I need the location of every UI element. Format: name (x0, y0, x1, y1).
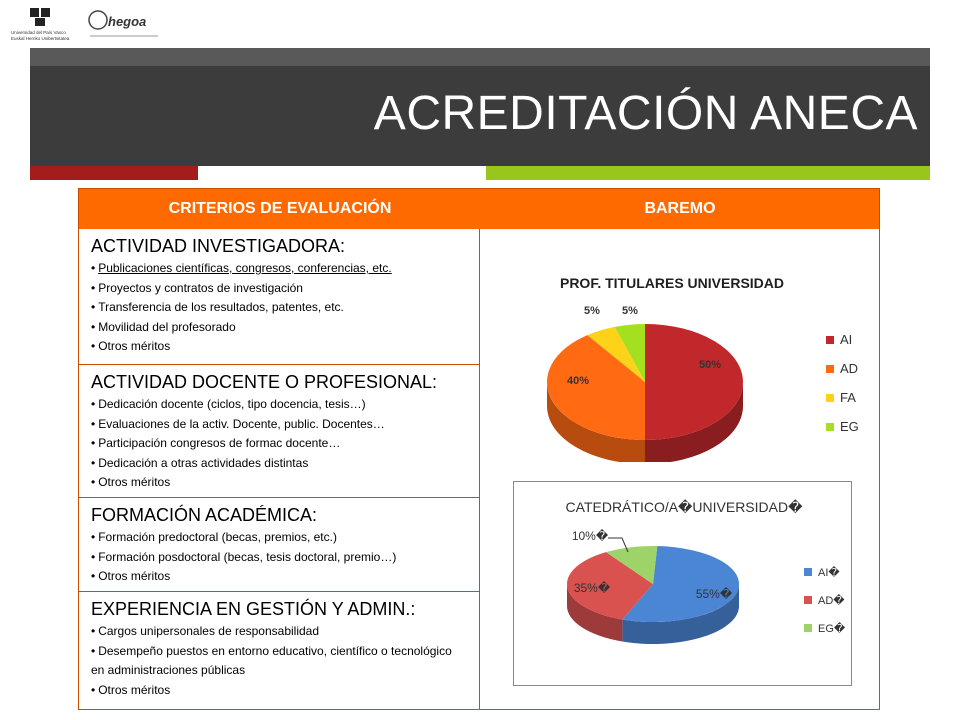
section-gestion (79, 592, 480, 710)
bullet-item: • Formación posdoctoral (becas, tesis doctoral, premio…) (91, 548, 479, 568)
upv-ehu-logo (8, 6, 78, 42)
hegoa-logo (86, 6, 176, 42)
chart-title: PROF. TITULARES UNIVERSIDAD (559, 275, 785, 291)
bullet-item: • Movilidad del profesorado (91, 318, 479, 338)
legend-swatch (826, 394, 834, 402)
legend-entry: AD (840, 361, 859, 376)
section-heading: ACTIVIDAD INVESTIGADORA: (91, 236, 346, 256)
bullet-item: • Otros méritos (91, 473, 479, 493)
pie-data-label: 5% (622, 305, 638, 317)
bullet-item: • Participación congresos de formac docente… (91, 434, 479, 454)
bullet-item: • Desempeño puestos en entorno educativo, científico o tecnológico en administraciones públicas (91, 642, 466, 681)
accent-bar-red (30, 166, 198, 180)
bullet-item: • Formación predoctoral (becas, premios, etc.) (91, 528, 479, 548)
section-investigadora (79, 229, 480, 365)
section-docente (79, 365, 480, 498)
bullet-item: • Dedicación docente (ciclos, tipo docencia, tesis…) (91, 395, 479, 415)
bullet-rest: , congresos, conferencias, etc. (228, 261, 392, 275)
chart-frame-catedratico (513, 481, 852, 686)
pie-data-label: 55%� (695, 587, 733, 601)
col-header-baremo: BAREMO (644, 200, 716, 217)
logo1-line1: Universidad del País Vasco (11, 30, 66, 35)
bullet-item: • Cargos unipersonales de responsabilidad (91, 622, 479, 642)
page-title: ACREDITACIÓN ANECA (373, 87, 918, 140)
legend-swatch (804, 624, 812, 632)
title-banner-strip (30, 48, 930, 66)
pie-data-label: 50% (698, 359, 722, 371)
bullet-item: • Proyectos y contratos de investigación (91, 279, 479, 299)
bullet-item (91, 259, 479, 279)
title-banner (30, 48, 930, 166)
table-header (79, 189, 879, 229)
header-logos (8, 6, 178, 46)
pie-chart-catedratico (514, 482, 851, 685)
accent-bar-green (486, 166, 930, 180)
pie-data-label: 40% (566, 375, 590, 387)
legend-swatch (826, 336, 834, 344)
bullet-underlined: Publicaciones científicas (98, 261, 229, 275)
legend-entry: AI� (818, 567, 840, 579)
bullet-item: • Otros méritos (91, 681, 479, 701)
legend-swatch (804, 596, 812, 604)
legend-entry: AI (840, 332, 853, 347)
legend-entry: AD� (818, 595, 845, 607)
legend-entry: EG� (818, 623, 846, 635)
section-heading: FORMACIÓN ACADÉMICA: (91, 505, 318, 525)
bullet-item: • Transferencia de los resultados, patentes, etc. (91, 298, 479, 318)
legend-swatch (826, 423, 834, 431)
logo1-line2: Euskal Herriko Unibertsitatea (11, 36, 70, 41)
legend-entry: FA (840, 390, 856, 405)
bullet-item: • Otros méritos (91, 337, 479, 357)
bullet-item: • Dedicación a otras actividades distintas (91, 454, 479, 474)
pie-data-label: 35%� (573, 581, 611, 595)
bullet-item: • Otros méritos (91, 567, 479, 587)
legend-swatch (804, 568, 812, 576)
section-heading: EXPERIENCIA EN GESTIÓN Y ADMIN.: (91, 599, 416, 619)
logo2-text: hegoa (108, 14, 147, 29)
pie-data-label: 10%� (571, 529, 609, 543)
col-header-criterios: CRITERIOS DE EVALUACIÓN (168, 200, 392, 217)
legend-entry: EG (840, 419, 859, 434)
section-heading: ACTIVIDAD DOCENTE O PROFESIONAL: (91, 372, 438, 392)
pie-data-label: 5% (584, 305, 600, 317)
pie-chart-titulares (520, 262, 860, 462)
bullet-item: • Evaluaciones de la activ. Docente, public. Docentes… (91, 415, 479, 435)
chart-title: CATEDRÁTICO/A�UNIVERSIDAD� (565, 499, 803, 515)
legend-swatch (826, 365, 834, 373)
section-formacion (79, 498, 480, 592)
